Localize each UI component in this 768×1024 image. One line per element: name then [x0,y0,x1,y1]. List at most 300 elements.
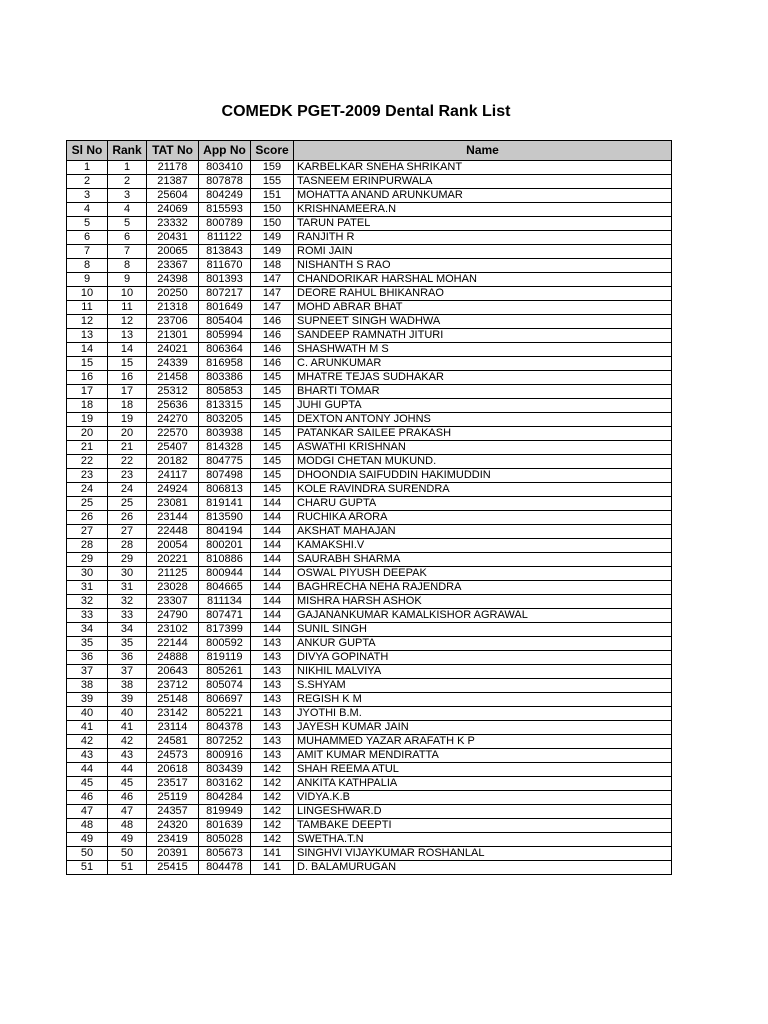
cell-rank: 34 [108,623,147,637]
table-body [67,161,672,875]
cell-tat-no: 20221 [147,553,199,567]
table-row [67,245,672,259]
cell-name: LINGESHWAR.D [294,805,672,819]
table-row [67,301,672,315]
cell-tat-no: 25636 [147,399,199,413]
cell-tat-no: 24573 [147,749,199,763]
cell-name: KRISHNAMEERA.N [294,203,672,217]
cell-app-no: 819141 [199,497,251,511]
table-row [67,525,672,539]
table-row [67,203,672,217]
cell-score: 142 [251,819,294,833]
cell-name: OSWAL PIYUSH DEEPAK [294,567,672,581]
cell-name: NIKHIL MALVIYA [294,665,672,679]
cell-sl-no: 25 [67,497,108,511]
cell-name: SWETHA.T.N [294,833,672,847]
cell-tat-no: 23142 [147,707,199,721]
cell-sl-no: 2 [67,175,108,189]
cell-name: SUPNEET SINGH WADHWA [294,315,672,329]
table-row [67,553,672,567]
cell-score: 142 [251,833,294,847]
table-row [67,259,672,273]
cell-tat-no: 23419 [147,833,199,847]
cell-tat-no: 23712 [147,679,199,693]
cell-tat-no: 24357 [147,805,199,819]
cell-tat-no: 25312 [147,385,199,399]
table-row [67,371,672,385]
cell-app-no: 800789 [199,217,251,231]
cell-score: 143 [251,679,294,693]
table-row [67,665,672,679]
cell-sl-no: 23 [67,469,108,483]
cell-tat-no: 20250 [147,287,199,301]
cell-rank: 49 [108,833,147,847]
cell-sl-no: 26 [67,511,108,525]
table-row [67,175,672,189]
table-row [67,539,672,553]
cell-score: 142 [251,777,294,791]
cell-tat-no: 20618 [147,763,199,777]
cell-sl-no: 20 [67,427,108,441]
cell-sl-no: 35 [67,637,108,651]
cell-tat-no: 25119 [147,791,199,805]
cell-name: SINGHVI VIJAYKUMAR ROSHANLAL [294,847,672,861]
cell-sl-no: 47 [67,805,108,819]
cell-app-no: 805074 [199,679,251,693]
cell-tat-no: 22144 [147,637,199,651]
cell-score: 149 [251,231,294,245]
cell-sl-no: 5 [67,217,108,231]
cell-rank: 16 [108,371,147,385]
cell-rank: 18 [108,399,147,413]
cell-tat-no: 24924 [147,483,199,497]
cell-app-no: 807878 [199,175,251,189]
cell-tat-no: 23114 [147,721,199,735]
cell-tat-no: 22570 [147,427,199,441]
cell-sl-no: 42 [67,735,108,749]
cell-app-no: 815593 [199,203,251,217]
cell-rank: 24 [108,483,147,497]
cell-app-no: 803938 [199,427,251,441]
cell-score: 145 [251,469,294,483]
cell-app-no: 804478 [199,861,251,875]
cell-name: SHAH REEMA ATUL [294,763,672,777]
cell-score: 141 [251,847,294,861]
table-header-row [67,141,672,161]
cell-tat-no: 24790 [147,609,199,623]
cell-rank: 51 [108,861,147,875]
cell-sl-no: 40 [67,707,108,721]
cell-app-no: 811122 [199,231,251,245]
cell-tat-no: 20643 [147,665,199,679]
cell-name: MHATRE TEJAS SUDHAKAR [294,371,672,385]
cell-score: 144 [251,539,294,553]
cell-tat-no: 24339 [147,357,199,371]
rank-table [66,140,672,875]
cell-tat-no: 22448 [147,525,199,539]
table-row [67,721,672,735]
cell-sl-no: 13 [67,329,108,343]
cell-score: 143 [251,637,294,651]
cell-tat-no: 23102 [147,623,199,637]
header-name: Name [294,141,672,161]
table-row [67,483,672,497]
table-row [67,791,672,805]
cell-name: D. BALAMURUGAN [294,861,672,875]
cell-rank: 7 [108,245,147,259]
cell-rank: 21 [108,441,147,455]
cell-rank: 37 [108,665,147,679]
cell-score: 142 [251,805,294,819]
cell-app-no: 805853 [199,385,251,399]
table-row [67,413,672,427]
cell-rank: 40 [108,707,147,721]
cell-tat-no: 24320 [147,819,199,833]
cell-sl-no: 17 [67,385,108,399]
cell-app-no: 801393 [199,273,251,287]
cell-name: SUNIL SINGH [294,623,672,637]
cell-name: JYOTHI B.M. [294,707,672,721]
cell-app-no: 805673 [199,847,251,861]
cell-sl-no: 24 [67,483,108,497]
cell-app-no: 800916 [199,749,251,763]
cell-rank: 4 [108,203,147,217]
cell-sl-no: 31 [67,581,108,595]
cell-tat-no: 21387 [147,175,199,189]
cell-rank: 39 [108,693,147,707]
cell-sl-no: 37 [67,665,108,679]
cell-sl-no: 27 [67,525,108,539]
cell-tat-no: 20391 [147,847,199,861]
cell-score: 143 [251,651,294,665]
table-row [67,679,672,693]
cell-rank: 32 [108,595,147,609]
cell-sl-no: 10 [67,287,108,301]
cell-sl-no: 15 [67,357,108,371]
cell-app-no: 800592 [199,637,251,651]
cell-rank: 47 [108,805,147,819]
cell-app-no: 807498 [199,469,251,483]
table-row [67,189,672,203]
cell-tat-no: 23367 [147,259,199,273]
cell-score: 159 [251,161,294,175]
cell-tat-no: 24398 [147,273,199,287]
cell-rank: 1 [108,161,147,175]
cell-sl-no: 9 [67,273,108,287]
page-title: COMEDK PGET-2009 Dental Rank List [221,103,511,120]
cell-app-no: 807252 [199,735,251,749]
cell-rank: 5 [108,217,147,231]
table-row [67,749,672,763]
header-sl-no: Sl No [67,141,108,161]
cell-name: ASWATHI KRISHNAN [294,441,672,455]
cell-app-no: 805994 [199,329,251,343]
cell-sl-no: 34 [67,623,108,637]
cell-sl-no: 30 [67,567,108,581]
cell-sl-no: 16 [67,371,108,385]
cell-sl-no: 38 [67,679,108,693]
cell-score: 145 [251,413,294,427]
table-row [67,833,672,847]
cell-tat-no: 24270 [147,413,199,427]
table-row [67,315,672,329]
cell-sl-no: 3 [67,189,108,203]
cell-sl-no: 19 [67,413,108,427]
cell-sl-no: 43 [67,749,108,763]
cell-sl-no: 7 [67,245,108,259]
cell-tat-no: 20065 [147,245,199,259]
cell-tat-no: 23706 [147,315,199,329]
table-row [67,637,672,651]
cell-rank: 35 [108,637,147,651]
cell-rank: 43 [108,749,147,763]
table-row [67,777,672,791]
cell-rank: 8 [108,259,147,273]
cell-name: BAGHRECHA NEHA RAJENDRA [294,581,672,595]
cell-name: MUHAMMED YAZAR ARAFATH K P [294,735,672,749]
cell-app-no: 805028 [199,833,251,847]
table-row [67,357,672,371]
cell-app-no: 813590 [199,511,251,525]
cell-tat-no: 24069 [147,203,199,217]
cell-score: 144 [251,511,294,525]
cell-rank: 48 [108,819,147,833]
table-row [67,343,672,357]
cell-app-no: 801649 [199,301,251,315]
cell-name: DEORE RAHUL BHIKANRAO [294,287,672,301]
cell-sl-no: 14 [67,343,108,357]
cell-score: 144 [251,553,294,567]
cell-name: DEXTON ANTONY JOHNS [294,413,672,427]
cell-app-no: 807217 [199,287,251,301]
cell-tat-no: 20054 [147,539,199,553]
cell-name: TAMBAKE DEEPTI [294,819,672,833]
cell-app-no: 803162 [199,777,251,791]
cell-app-no: 813843 [199,245,251,259]
cell-tat-no: 21301 [147,329,199,343]
cell-score: 143 [251,749,294,763]
header-app-no: App No [199,141,251,161]
cell-name: BHARTI TOMAR [294,385,672,399]
table-row [67,735,672,749]
cell-rank: 22 [108,455,147,469]
cell-name: JAYESH KUMAR JAIN [294,721,672,735]
cell-app-no: 814328 [199,441,251,455]
cell-rank: 14 [108,343,147,357]
table-row [67,805,672,819]
cell-name: GAJANANKUMAR KAMALKISHOR AGRAWAL [294,609,672,623]
cell-app-no: 811670 [199,259,251,273]
cell-tat-no: 21458 [147,371,199,385]
cell-sl-no: 8 [67,259,108,273]
cell-rank: 9 [108,273,147,287]
cell-score: 143 [251,693,294,707]
cell-app-no: 803439 [199,763,251,777]
cell-sl-no: 6 [67,231,108,245]
cell-score: 143 [251,721,294,735]
cell-rank: 33 [108,609,147,623]
cell-name: SAURABH SHARMA [294,553,672,567]
cell-rank: 23 [108,469,147,483]
cell-name: VIDYA.K.B [294,791,672,805]
cell-score: 148 [251,259,294,273]
cell-name: TARUN PATEL [294,217,672,231]
table-row [67,567,672,581]
cell-app-no: 806364 [199,343,251,357]
header-tat-no: TAT No [147,141,199,161]
cell-name: KOLE RAVINDRA SURENDRA [294,483,672,497]
cell-score: 142 [251,791,294,805]
cell-rank: 26 [108,511,147,525]
table-row [67,609,672,623]
table-row [67,581,672,595]
cell-score: 142 [251,763,294,777]
cell-score: 143 [251,735,294,749]
cell-tat-no: 25407 [147,441,199,455]
cell-score: 145 [251,427,294,441]
cell-name: RANJITH R [294,231,672,245]
cell-app-no: 807471 [199,609,251,623]
cell-app-no: 811134 [199,595,251,609]
table-row [67,469,672,483]
cell-score: 144 [251,623,294,637]
cell-rank: 2 [108,175,147,189]
cell-name: TASNEEM ERINPURWALA [294,175,672,189]
cell-app-no: 804665 [199,581,251,595]
cell-score: 146 [251,343,294,357]
table-row [67,861,672,875]
cell-name: CHARU GUPTA [294,497,672,511]
cell-app-no: 803410 [199,161,251,175]
cell-score: 147 [251,273,294,287]
cell-app-no: 819949 [199,805,251,819]
table-row [67,231,672,245]
table-row [67,497,672,511]
cell-app-no: 817399 [199,623,251,637]
cell-sl-no: 4 [67,203,108,217]
cell-tat-no: 23517 [147,777,199,791]
cell-name: SANDEEP RAMNATH JITURI [294,329,672,343]
cell-app-no: 813315 [199,399,251,413]
cell-rank: 28 [108,539,147,553]
cell-name: KAMAKSHI.V [294,539,672,553]
cell-tat-no: 24888 [147,651,199,665]
cell-app-no: 801639 [199,819,251,833]
table-row [67,441,672,455]
table-row [67,427,672,441]
cell-score: 144 [251,609,294,623]
table-row [67,707,672,721]
cell-app-no: 819119 [199,651,251,665]
cell-rank: 36 [108,651,147,665]
cell-name: SHASHWATH M S [294,343,672,357]
cell-app-no: 816958 [199,357,251,371]
cell-app-no: 803205 [199,413,251,427]
cell-rank: 50 [108,847,147,861]
cell-sl-no: 33 [67,609,108,623]
cell-tat-no: 21178 [147,161,199,175]
table-row [67,693,672,707]
cell-tat-no: 20431 [147,231,199,245]
cell-sl-no: 1 [67,161,108,175]
cell-sl-no: 48 [67,819,108,833]
cell-app-no: 806697 [199,693,251,707]
cell-score: 151 [251,189,294,203]
cell-score: 144 [251,595,294,609]
cell-tat-no: 24021 [147,343,199,357]
cell-rank: 3 [108,189,147,203]
cell-score: 146 [251,315,294,329]
cell-app-no: 805261 [199,665,251,679]
cell-score: 145 [251,399,294,413]
cell-name: ANKUR GUPTA [294,637,672,651]
cell-score: 144 [251,525,294,539]
cell-rank: 11 [108,301,147,315]
cell-sl-no: 12 [67,315,108,329]
cell-name: NISHANTH S RAO [294,259,672,273]
header-score: Score [251,141,294,161]
cell-app-no: 804194 [199,525,251,539]
cell-tat-no: 23081 [147,497,199,511]
cell-app-no: 804378 [199,721,251,735]
cell-sl-no: 50 [67,847,108,861]
cell-rank: 31 [108,581,147,595]
cell-score: 145 [251,455,294,469]
cell-score: 145 [251,371,294,385]
cell-name: C. ARUNKUMAR [294,357,672,371]
cell-tat-no: 25604 [147,189,199,203]
cell-app-no: 804284 [199,791,251,805]
cell-tat-no: 23144 [147,511,199,525]
cell-sl-no: 32 [67,595,108,609]
cell-score: 146 [251,357,294,371]
cell-name: MISHRA HARSH ASHOK [294,595,672,609]
cell-name: DHOONDIA SAIFUDDIN HAKIMUDDIN [294,469,672,483]
cell-sl-no: 44 [67,763,108,777]
cell-score: 150 [251,217,294,231]
cell-rank: 19 [108,413,147,427]
cell-sl-no: 18 [67,399,108,413]
cell-rank: 15 [108,357,147,371]
cell-score: 141 [251,861,294,875]
cell-score: 150 [251,203,294,217]
cell-name: RUCHIKA ARORA [294,511,672,525]
cell-rank: 29 [108,553,147,567]
cell-score: 155 [251,175,294,189]
cell-rank: 17 [108,385,147,399]
cell-score: 147 [251,301,294,315]
cell-score: 144 [251,581,294,595]
cell-score: 143 [251,665,294,679]
cell-name: CHANDORIKAR HARSHAL MOHAN [294,273,672,287]
cell-rank: 27 [108,525,147,539]
table-row [67,763,672,777]
cell-name: JUHI GUPTA [294,399,672,413]
cell-tat-no: 23028 [147,581,199,595]
table-row [67,399,672,413]
cell-sl-no: 51 [67,861,108,875]
cell-name: MOHD ABRAR BHAT [294,301,672,315]
cell-tat-no: 20182 [147,455,199,469]
cell-score: 144 [251,567,294,581]
cell-app-no: 805404 [199,315,251,329]
table-row [67,329,672,343]
cell-rank: 12 [108,315,147,329]
cell-app-no: 800201 [199,539,251,553]
header-rank: Rank [108,141,147,161]
cell-score: 145 [251,441,294,455]
cell-score: 145 [251,483,294,497]
